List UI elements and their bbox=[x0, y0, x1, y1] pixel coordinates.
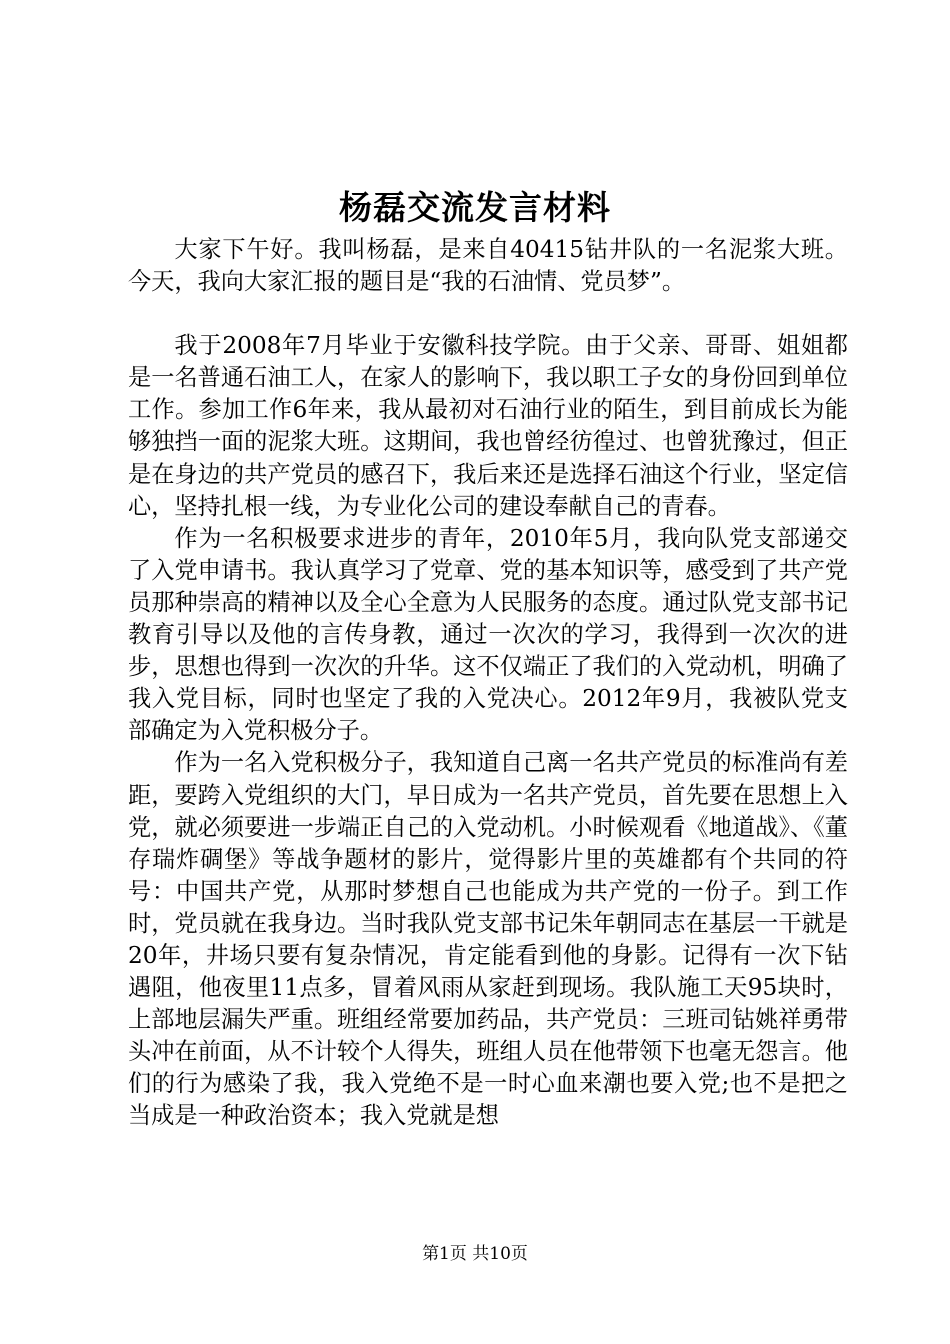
page-number-footer: 第1页 共10页 bbox=[422, 1244, 528, 1264]
document-title: 杨磊交流发言材料 bbox=[339, 188, 611, 227]
paragraph-4: 作为一名入党积极分子，我知道自己离一名共产党员的标准尚有差距，要跨入党组织的大门，早日成为一名共产党员，首先要在思想上入党，就必须要进一步端正自己的入党动机。小时候观看《地道战》、《董存瑞炸碉堡》等战争题材的影片，觉得影片里的英雄都有个共同的符号：中国共产党，从那时梦想自己也能成为共产党的一份子。到工作时，党员就在我身边。当时我队党支部书记朱年朝同志在基层一干就是20年，井场只要有复杂情况，肯定能看到他的身影。记得有一次下钻遇阻，他夜里11点多，冒着风雨从家赶到现场。我队施工天95块时，上部地层漏失严重。班组经常要加药品，共产党员：三班司钻姚祥勇带头冲在前面，从不计较个人得失，班组人员在他带领下也毫无怨言。他们的行为感染了我，我入党绝不是一时心血来潮也要入党;也不是把之当成是一种政治资本；我入党就是想 bbox=[128, 749, 848, 1130]
paragraph-2: 我于2008年7月毕业于安徽科技学院。由于父亲、哥哥、姐姐都是一名普通石油工人，在家人的影响下，我以职工子女的身份回到单位工作。参加工作6年来，我从最初对石油行业的陌生，到目前成长为能够独挡一面的泥浆大班。这期间，我也曾经彷徨过、也曾犹豫过，但正是在身边的共产党员的感召下，我后来还是选择石油这个行业，坚定信心，坚持扎根一线，为专业化公司的建设奉献自己的青春。 bbox=[128, 332, 848, 520]
document-body bbox=[128, 234, 848, 1133]
paragraph-1: 大家下午好。我叫杨磊，是来自40415钻井队的一名泥浆大班。今天，我向大家汇报的题目是“我的石油情、党员梦”。 bbox=[128, 236, 848, 296]
paragraph-3: 作为一名积极要求进步的青年，2010年5月，我向队党支部递交了入党申请书。我认真学习了党章、党的基本知识等，感受到了共产党员那种崇高的精神以及全心全意为人民服务的态度。通过队党支部书记教育引导以及他的言传身教，通过一次次的学习，我得到一次次的进步，思想也得到一次次的升华。这不仅端正了我们的入党动机，明确了我入党目标，同时也坚定了我的入党决心。2012年9月，我被队党支部确定为入党积极分子。 bbox=[128, 524, 848, 745]
